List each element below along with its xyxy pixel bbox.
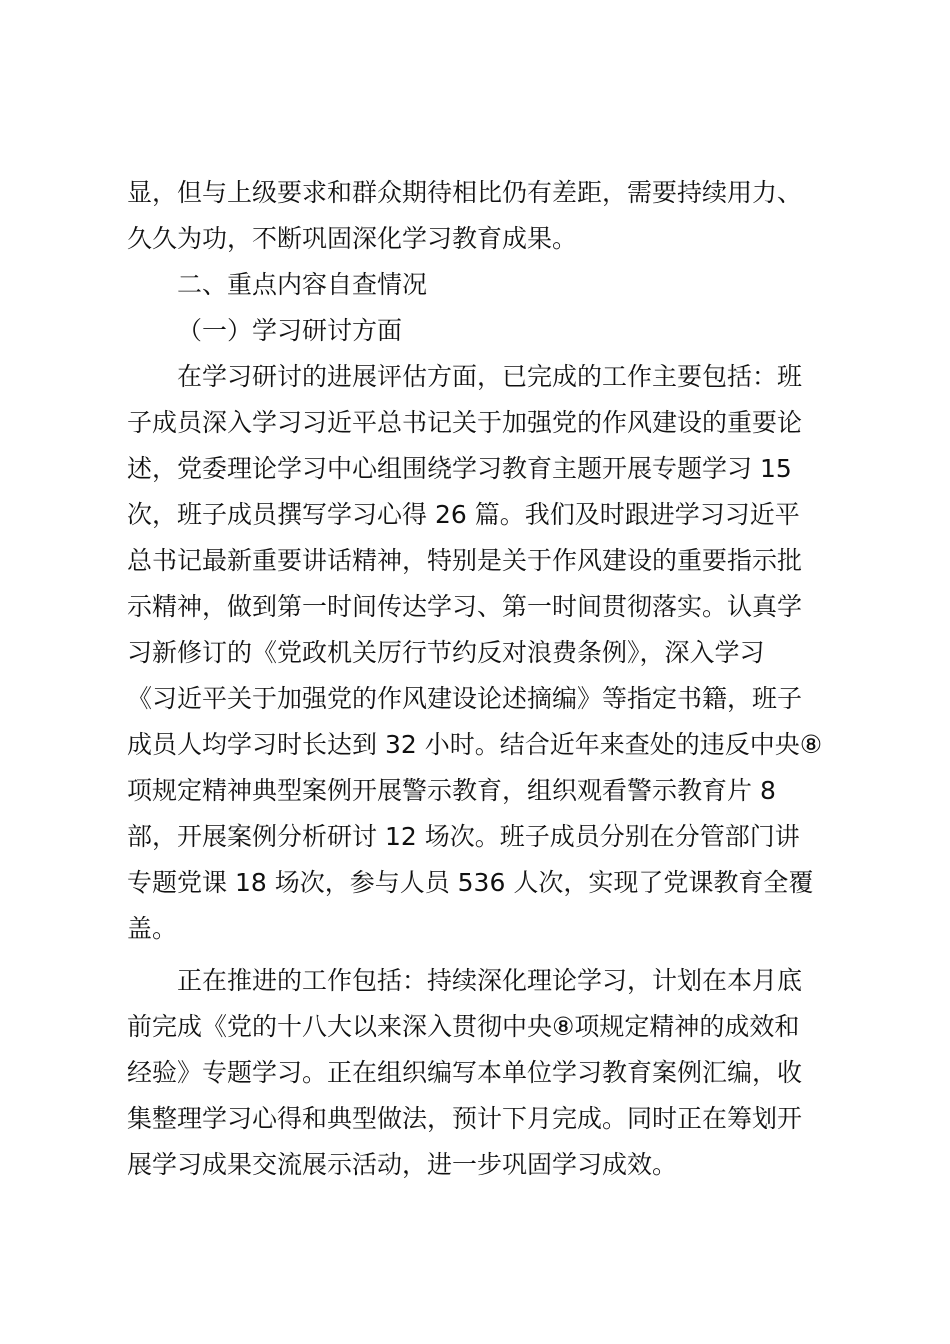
- text-line: 盖。: [127, 914, 178, 943]
- text-line: 《习近平关于加强党的作风建设论述摘编》等指定书籍，班子: [127, 684, 803, 713]
- paragraph-study-progress: [127, 354, 827, 952]
- text-line: 正在推进的工作包括：持续深化理论学习，计划在本月底: [177, 966, 803, 995]
- text-line: 次，班子成员撰写学习心得 26 篇。我们及时跟进学习习近平: [127, 500, 800, 529]
- text-line: 集整理学习心得和典型做法，预计下月完成。同时正在筹划开: [127, 1104, 803, 1133]
- text-line: 专题党课 18 场次，参与人员 536 人次，实现了党课教育全覆: [127, 868, 814, 897]
- document-body: [127, 170, 827, 1188]
- text-line: 显，但与上级要求和群众期待相比仍有差距，需要持续用力、: [127, 178, 803, 207]
- subsection-heading: （一）学习研讨方面: [177, 316, 403, 345]
- text-line: 经验》专题学习。正在组织编写本单位学习教育案例汇编，收: [127, 1058, 803, 1087]
- text-line: 子成员深入学习习近平总书记关于加强党的作风建设的重要论: [127, 408, 803, 437]
- section-heading: 二、重点内容自查情况: [177, 270, 428, 299]
- text-line: 成员人均学习时长达到 32 小时。结合近年来查处的违反中央⑧: [127, 730, 823, 759]
- paragraph-ongoing-work: [127, 958, 827, 1188]
- text-line: 前完成《党的十八大以来深入贯彻中央⑧项规定精神的成效和: [127, 1012, 800, 1041]
- text-line: 项规定精神典型案例开展警示教育，组织观看警示教育片 8: [127, 776, 776, 805]
- text-line: 总书记最新重要讲话精神，特别是关于作风建设的重要指示批: [127, 546, 803, 575]
- text-line: 久久为功，不断巩固深化学习教育成果。: [127, 224, 578, 253]
- text-line: 述，党委理论学习中心组围绕学习教育主题开展专题学习 15: [127, 454, 792, 483]
- text-line: 展学习成果交流展示活动，进一步巩固学习成效。: [127, 1150, 678, 1179]
- text-line: 部，开展案例分析研讨 12 场次。班子成员分别在分管部门讲: [127, 822, 800, 851]
- text-line: 示精神，做到第一时间传达学习、第一时间贯彻落实。认真学: [127, 592, 803, 621]
- text-line: 在学习研讨的进展评估方面，已完成的工作主要包括：班: [177, 362, 803, 391]
- text-line: 习新修订的《党政机关厉行节约反对浪费条例》，深入学习: [127, 638, 765, 667]
